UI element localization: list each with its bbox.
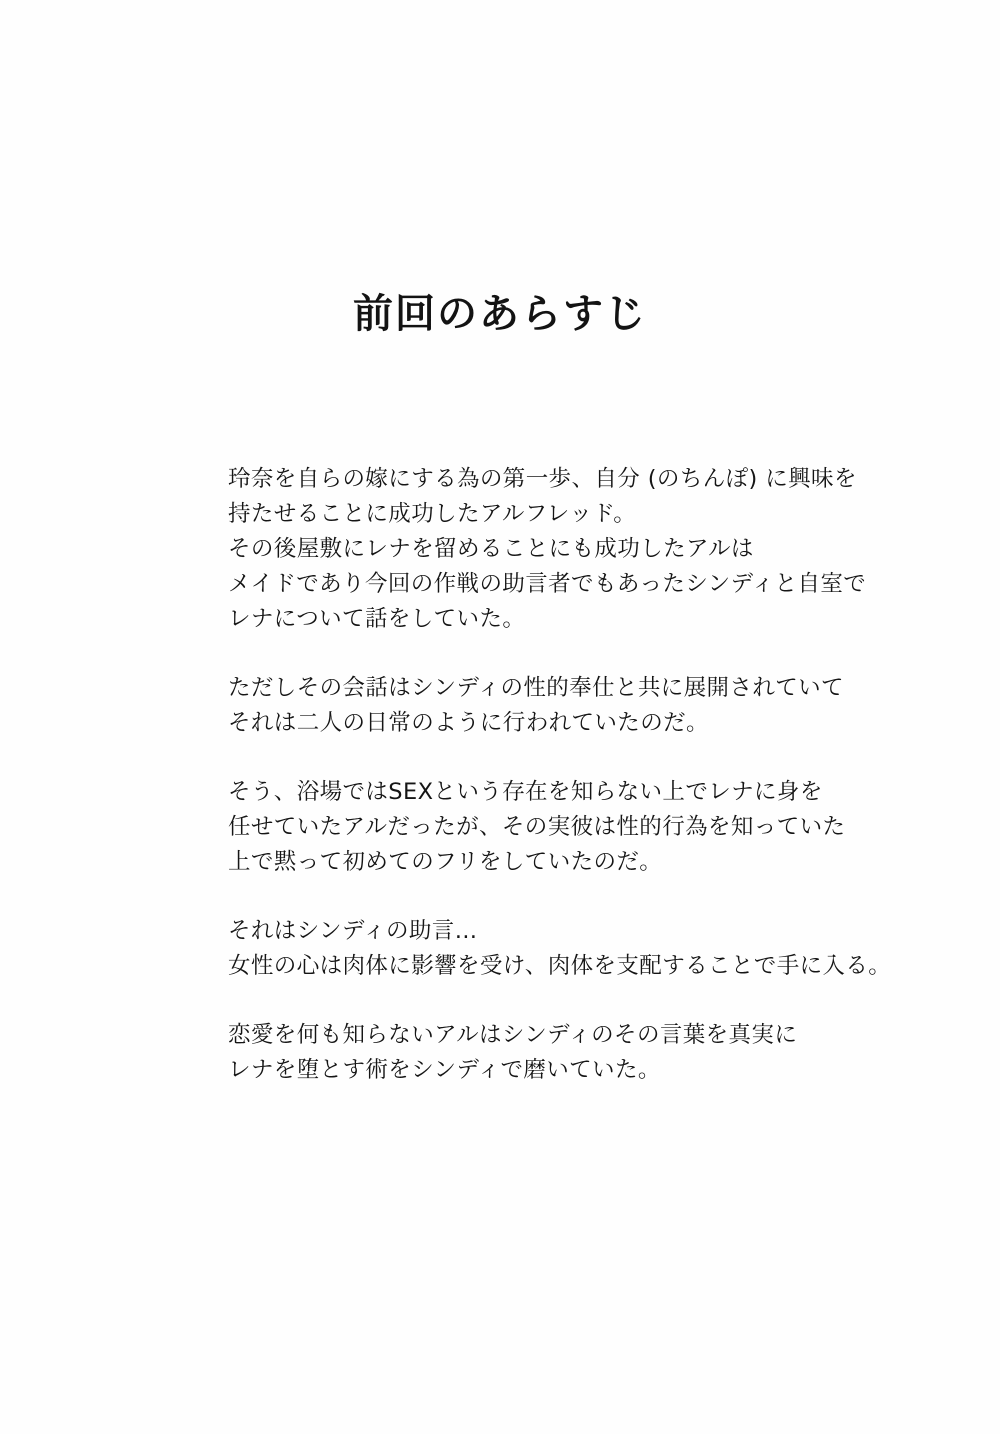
paragraph-4-line-2: 女性の心は肉体に影響を受け、肉体を支配することで手に入る。 [228, 953, 892, 979]
paragraph-2 [228, 671, 948, 741]
paragraph-3-line-2: 任せていたアルだったが、その実彼は性的行為を知っていた [228, 814, 846, 840]
paragraph-5-line-2: レナを堕とす術をシンディで磨いていた。 [228, 1057, 661, 1083]
paragraph-2-line-2: それは二人の日常のように行われていたのだ。 [228, 710, 709, 736]
paragraph-5 [228, 1018, 948, 1088]
paragraph-1-line-5: レナについて話をしていた。 [228, 606, 526, 632]
paragraph-1-line-3: その後屋敷にレナを留めることにも成功したアルは [228, 536, 754, 562]
paragraph-3-line-1: そう、浴場ではSEXという存在を知らない上でレナに身を [228, 779, 823, 805]
paragraph-5-line-1: 恋愛を何も知らないアルはシンディのその言葉を真実に [228, 1022, 798, 1048]
paragraph-1-line-2: 持たせることに成功したアルフレッド。 [228, 501, 637, 527]
paragraph-3 [228, 775, 948, 880]
paragraph-2-line-1: ただしその会話はシンディの性的奉仕と共に展開されていて [228, 675, 844, 701]
paragraph-1-line-1: 玲奈を自らの嫁にする為の第一歩、自分 (のちんぽ) に興味を [228, 466, 857, 492]
paragraph-4-line-1: それはシンディの助言… [228, 918, 478, 944]
paragraph-3-line-3: 上で黙って初めてのフリをしていたのだ。 [228, 849, 663, 875]
paragraph-1-line-4: メイドであり今回の作戦の助言者でもあったシンディと自室で [228, 571, 867, 597]
paragraph-1 [228, 462, 948, 637]
paragraph-4 [228, 914, 948, 984]
page-title: 前回のあらすじ [353, 290, 647, 337]
summary-body [228, 462, 948, 1088]
